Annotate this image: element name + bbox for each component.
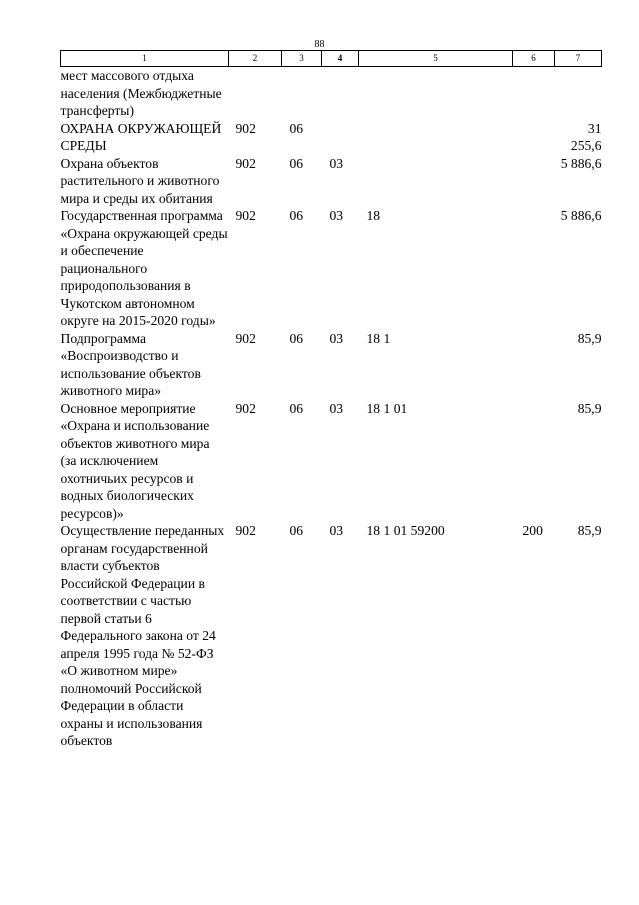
row-grbs: 902 (235, 208, 256, 223)
row-sum: 5 886,6 (560, 155, 602, 171)
row-pr: 03 (329, 523, 344, 538)
row-vr (513, 207, 555, 330)
row-vr (513, 67, 555, 120)
col-header-4: 4 (322, 51, 359, 67)
row-rz: 06 (289, 523, 304, 538)
row-grbs: 902 (235, 330, 256, 346)
col-header-2: 2 (229, 51, 282, 67)
row-vr (513, 330, 555, 400)
row-csr (359, 120, 513, 155)
table-row (61, 400, 602, 523)
row-grbs: 902 (235, 523, 256, 538)
row-vr (513, 155, 555, 208)
row-rz: 06 (289, 208, 304, 223)
row-rz: 06 (289, 155, 304, 171)
row-sum: 5 886,6 (560, 208, 602, 223)
row-name: Основное мероприятие «Охрана и использование объектов животного мира (за исключением охотничьих ресурсов и водных биологических ресурсов)» (60, 400, 210, 521)
row-grbs: 902 (235, 120, 256, 136)
row-vr (513, 400, 555, 523)
table-row (61, 155, 602, 208)
col-header-6: 6 (513, 51, 555, 67)
row-name: мест массового отдыха населения (Межбюджетные трансферты) (60, 68, 222, 118)
row-name: Государственная программа «Охрана окружающей среды и обеспечение рационального природопользования в Чукотском автономном округе на 2015-2020 годы» (60, 208, 228, 328)
row-rz: 06 (289, 120, 304, 136)
table-row (61, 120, 602, 155)
row-rz (282, 67, 322, 120)
row-csr: 18 1 01 59200 (366, 523, 445, 538)
row-rz: 06 (289, 330, 304, 346)
row-name: Подпрограмма «Воспроизводство и использование объектов животного мира» (60, 330, 201, 398)
row-pr (322, 67, 359, 120)
table-row (61, 330, 602, 400)
row-sum: 85,9 (577, 523, 602, 538)
row-csr (359, 155, 513, 208)
row-pr: 03 (329, 400, 344, 416)
row-name: ОХРАНА ОКРУЖАЮЩЕЙ СРЕДЫ (60, 120, 222, 153)
row-grbs: 902 (235, 155, 256, 171)
table-row (61, 67, 602, 120)
col-header-3: 3 (282, 51, 322, 67)
row-pr (322, 120, 359, 155)
row-csr: 18 (366, 208, 381, 223)
row-csr: 18 1 (366, 330, 391, 346)
row-name: Осуществление переданных органам государственной власти субъектов Российской Федерации в соответствии с частью первой статьи 6 Федерального закона от 24 апреля 1995 года № 52-ФЗ «О животном мире» полномочий Российской Федерации в области охраны и использования объектов (60, 523, 225, 748)
row-csr (359, 67, 513, 120)
row-sum (555, 67, 602, 120)
row-rz: 06 (289, 400, 304, 416)
row-vr: 200 (522, 523, 543, 538)
col-header-5: 5 (359, 51, 513, 67)
row-pr: 03 (329, 330, 344, 346)
row-grbs: 902 (235, 400, 256, 416)
table-row (61, 207, 602, 330)
row-grbs (229, 67, 282, 120)
table-row (61, 522, 602, 750)
row-name: Охрана объектов растительного и животного мира и среды их обитания (60, 155, 220, 206)
row-vr (513, 120, 555, 155)
row-pr: 03 (329, 208, 344, 223)
col-header-7: 7 (555, 51, 602, 67)
budget-table (60, 50, 602, 750)
row-sum: 85,9 (577, 330, 602, 346)
row-sum: 85,9 (577, 400, 602, 416)
column-number-row (61, 51, 602, 67)
row-csr: 18 1 01 (366, 400, 408, 416)
col-header-1: 1 (61, 51, 229, 67)
row-sum: 31 255,6 (570, 120, 602, 153)
page-number: 88 (314, 39, 325, 50)
row-pr: 03 (329, 155, 344, 171)
